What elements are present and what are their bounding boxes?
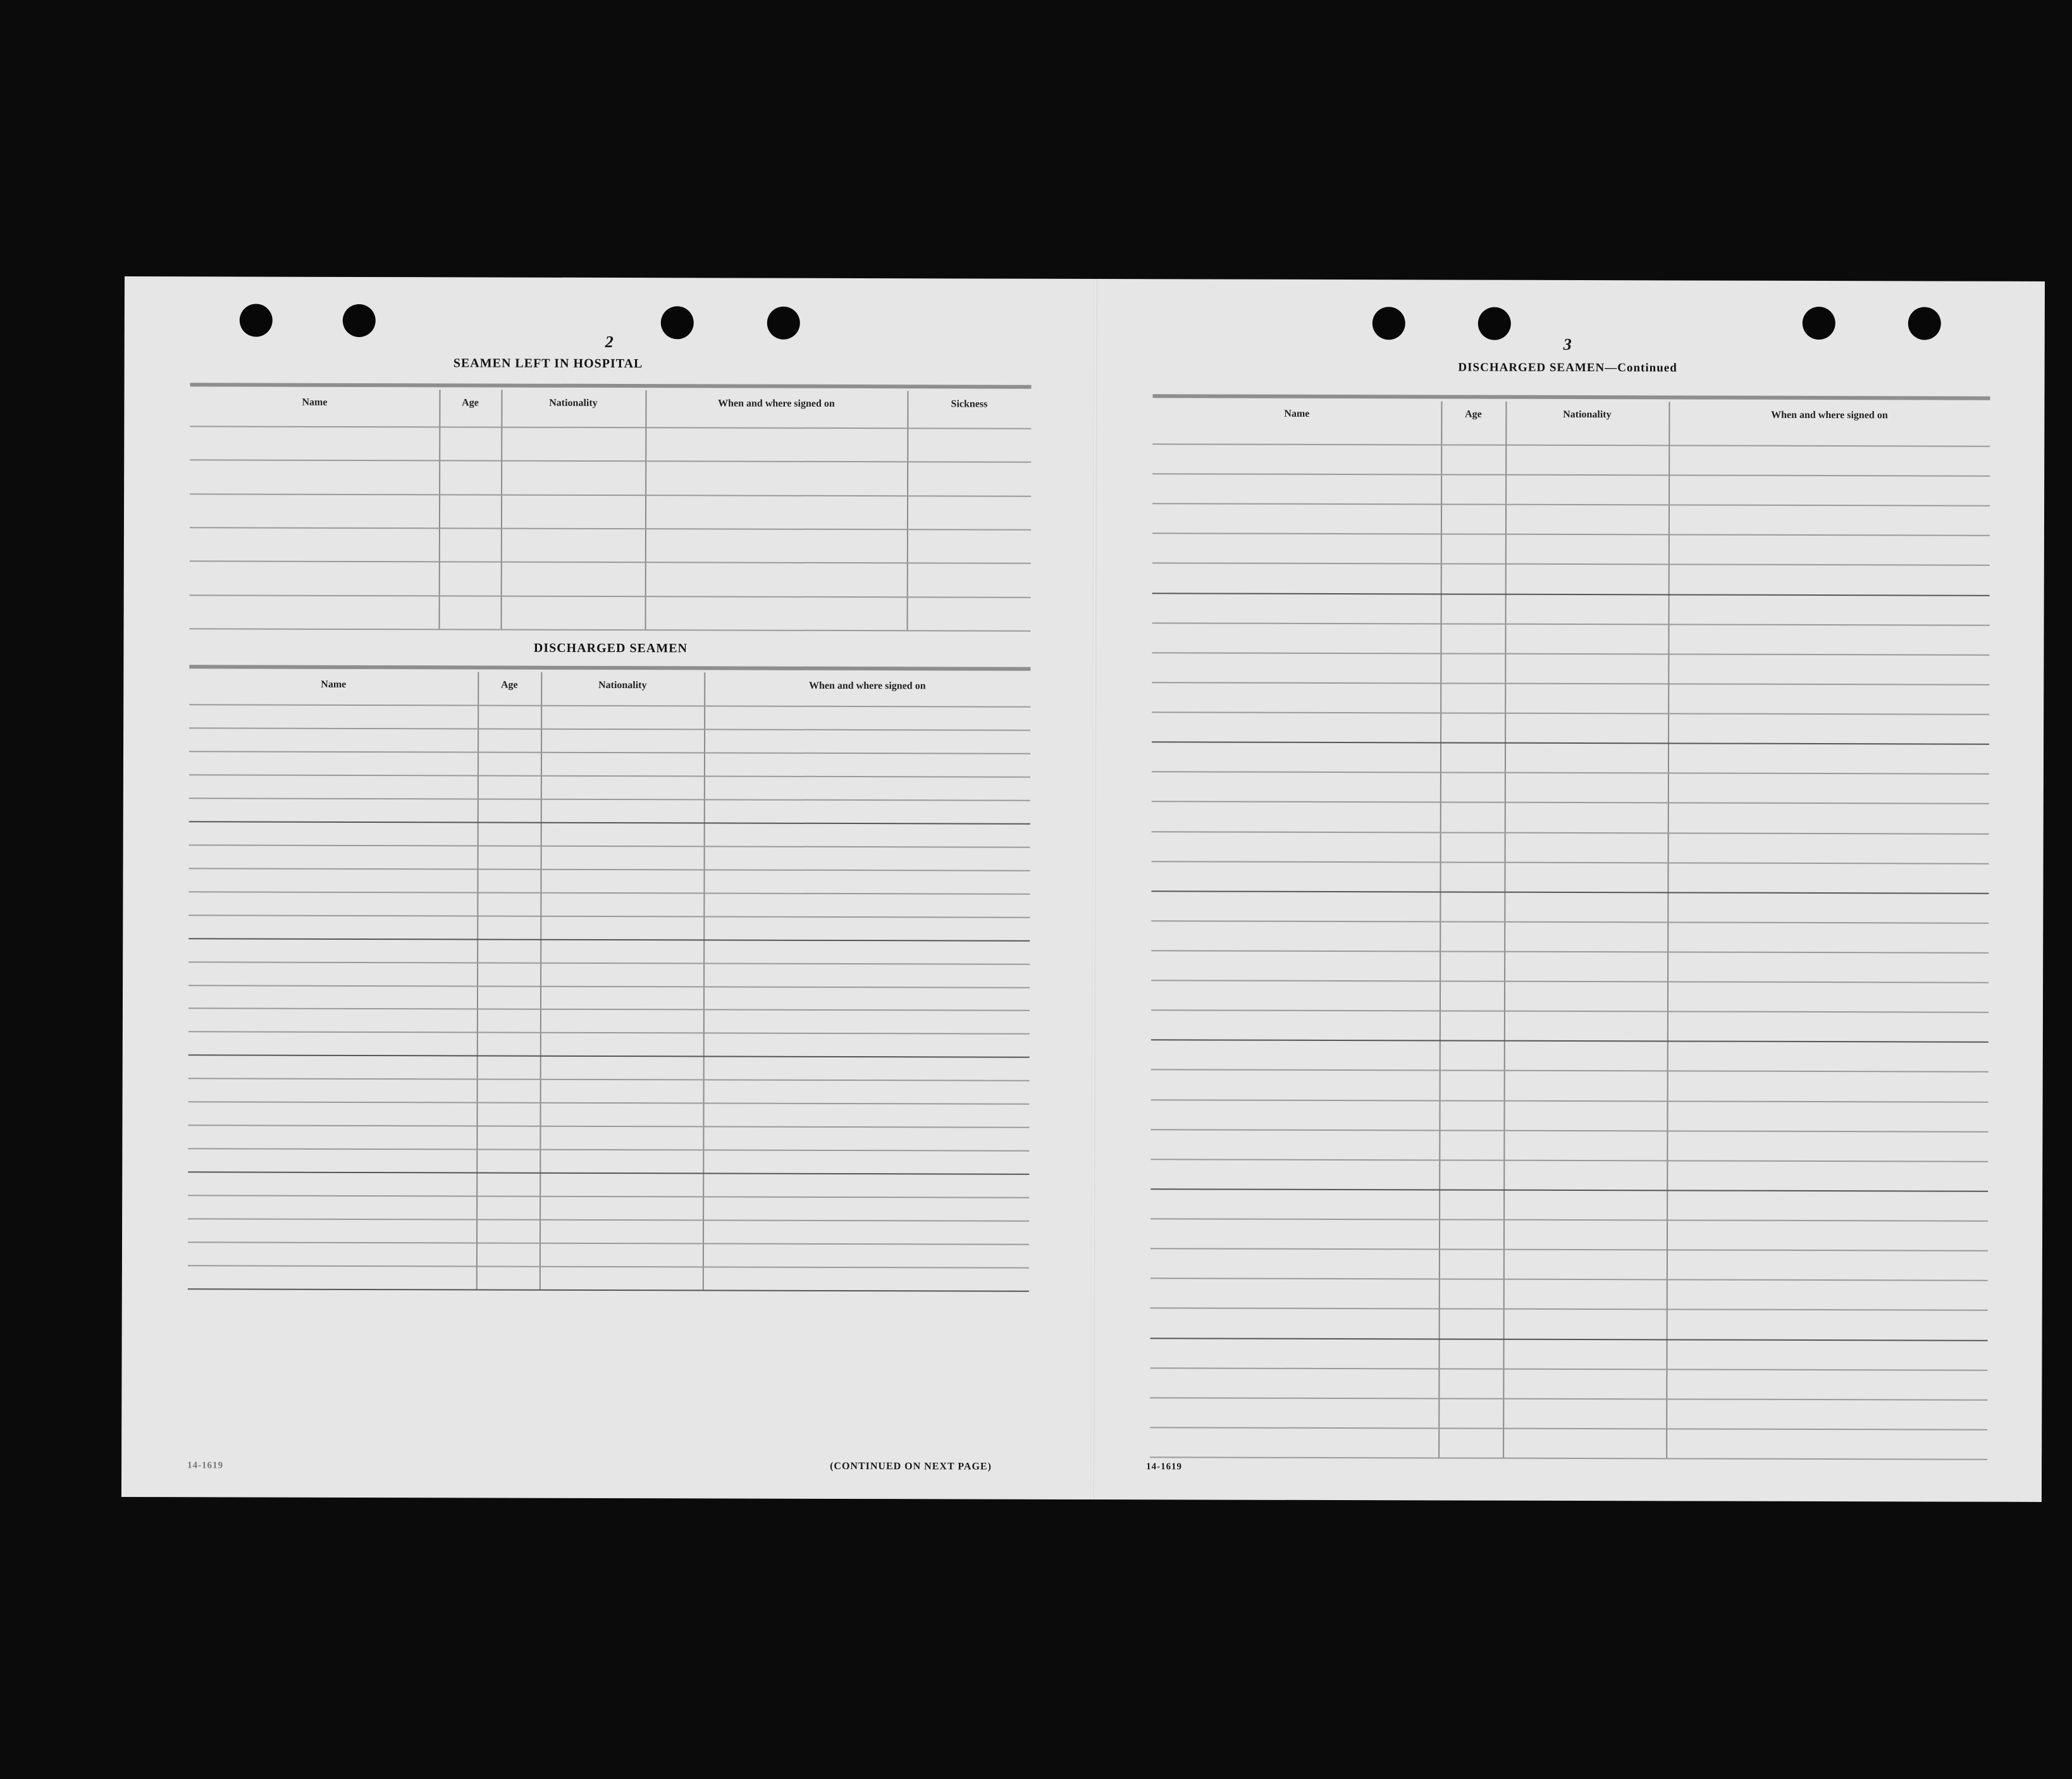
row-rule — [1152, 772, 1989, 775]
row-rule — [189, 751, 1030, 754]
left-form-number: 14-1619 — [187, 1460, 224, 1471]
row-rule — [190, 527, 1031, 530]
scanned-form-spread — [121, 276, 2045, 1502]
row-rule — [188, 1288, 1029, 1291]
column-header-age: Age — [462, 397, 479, 409]
row-rule — [189, 727, 1030, 730]
row-rule — [1152, 831, 1989, 834]
row-rule — [188, 961, 1030, 964]
discharged-section-title: DISCHARGED SEAMEN — [533, 641, 688, 656]
left-page-number: 2 — [605, 332, 614, 352]
row-rule — [188, 1008, 1030, 1011]
punch-hole — [767, 307, 800, 340]
header-rule — [1152, 443, 1990, 446]
row-rule — [188, 1125, 1029, 1128]
punch-hole — [343, 304, 376, 337]
punch-hole — [1478, 307, 1511, 340]
row-rule — [188, 1055, 1030, 1058]
punch-hole — [240, 304, 273, 336]
row-rule — [188, 1195, 1029, 1198]
column-header-name: Name — [1284, 408, 1310, 419]
column-header-name: Name — [321, 679, 347, 690]
continued-note: (CONTINUED ON NEXT PAGE) — [830, 1460, 992, 1472]
row-rule — [188, 1102, 1030, 1105]
right-page-number: 3 — [1563, 335, 1572, 354]
row-rule — [189, 868, 1030, 871]
column-header-nationality: Nationality — [598, 679, 647, 691]
row-rule — [189, 774, 1030, 777]
punch-hole — [1803, 307, 1835, 340]
row-rule — [1152, 861, 1989, 864]
column-header-name: Name — [302, 397, 328, 408]
header-rule — [190, 426, 1031, 429]
row-rule — [1151, 1009, 1989, 1013]
column-header-sickness: Sickness — [951, 398, 988, 410]
row-rule — [1152, 622, 1990, 625]
row-rule — [189, 821, 1030, 824]
punch-hole — [1372, 307, 1405, 340]
row-rule — [1152, 741, 1989, 744]
row-rule — [190, 561, 1031, 564]
row-rule — [190, 628, 1031, 631]
row-rule — [188, 891, 1030, 894]
row-rule — [1151, 950, 1989, 953]
column-divider — [1666, 402, 1670, 1458]
row-rule — [1151, 1040, 1989, 1043]
header-rule — [189, 704, 1030, 707]
discharged-continued-table — [1150, 394, 1990, 1458]
row-rule — [1151, 890, 1989, 894]
row-rule — [188, 1218, 1029, 1221]
row-rule — [190, 493, 1031, 496]
row-rule — [1150, 1188, 1988, 1191]
row-rule — [1150, 1456, 1987, 1460]
row-rule — [189, 844, 1030, 847]
column-divider — [1503, 402, 1507, 1458]
column-header-signed-on: When and where signed on — [1771, 409, 1888, 421]
row-rule — [1150, 1338, 1988, 1341]
row-rule — [190, 460, 1031, 463]
page-fold — [1090, 279, 1097, 1499]
row-rule — [1151, 1099, 1989, 1102]
row-rule — [1152, 563, 1990, 566]
row-rule — [188, 938, 1030, 941]
row-rule — [1151, 1069, 1989, 1073]
punch-hole — [661, 306, 694, 339]
row-rule — [188, 1078, 1030, 1081]
discharged-continued-title: DISCHARGED SEAMEN—Continued — [1458, 360, 1677, 375]
row-rule — [1152, 652, 1989, 655]
row-rule — [1152, 533, 1990, 536]
column-header-age: Age — [1465, 409, 1482, 420]
right-form-number: 14-1619 — [1146, 1462, 1183, 1472]
row-rule — [189, 797, 1030, 801]
row-rule — [188, 1241, 1029, 1245]
column-divider — [907, 391, 909, 630]
row-rule — [1150, 1367, 1987, 1370]
row-rule — [1152, 801, 1989, 804]
row-rule — [1152, 593, 1990, 596]
column-divider — [645, 390, 647, 629]
row-rule — [1150, 1129, 1988, 1132]
row-rule — [1150, 1427, 1987, 1430]
row-rule — [188, 1265, 1029, 1268]
row-rule — [1150, 1397, 1987, 1400]
row-rule — [1152, 711, 1989, 715]
column-header-signed-on: When and where signed on — [808, 680, 926, 692]
row-rule — [1152, 503, 1990, 506]
column-header-nationality: Nationality — [1563, 409, 1612, 421]
row-rule — [1150, 1248, 1988, 1251]
column-header-age: Age — [500, 679, 518, 691]
row-rule — [188, 1148, 1029, 1152]
column-divider — [439, 390, 441, 629]
row-rule — [1151, 980, 1989, 983]
discharged-table — [188, 665, 1031, 1290]
row-rule — [188, 1031, 1030, 1035]
row-rule — [1152, 682, 1989, 685]
row-rule — [1150, 1218, 1988, 1221]
hospital-section-title: SEAMEN LEFT IN HOSPITAL — [453, 356, 643, 371]
punch-hole — [1908, 307, 1941, 340]
row-rule — [1152, 473, 1990, 476]
row-rule — [1150, 1159, 1988, 1162]
column-divider — [1438, 401, 1442, 1457]
row-rule — [1150, 1308, 1988, 1311]
row-rule — [188, 1171, 1029, 1174]
column-header-nationality: Nationality — [549, 397, 598, 409]
column-divider — [501, 390, 503, 629]
row-rule — [188, 985, 1030, 988]
row-rule — [1150, 1278, 1988, 1281]
row-rule — [188, 914, 1030, 918]
hospital-table — [190, 383, 1032, 630]
column-header-signed-on: When and where signed on — [718, 398, 835, 409]
row-rule — [1151, 920, 1989, 923]
row-rule — [190, 594, 1031, 598]
